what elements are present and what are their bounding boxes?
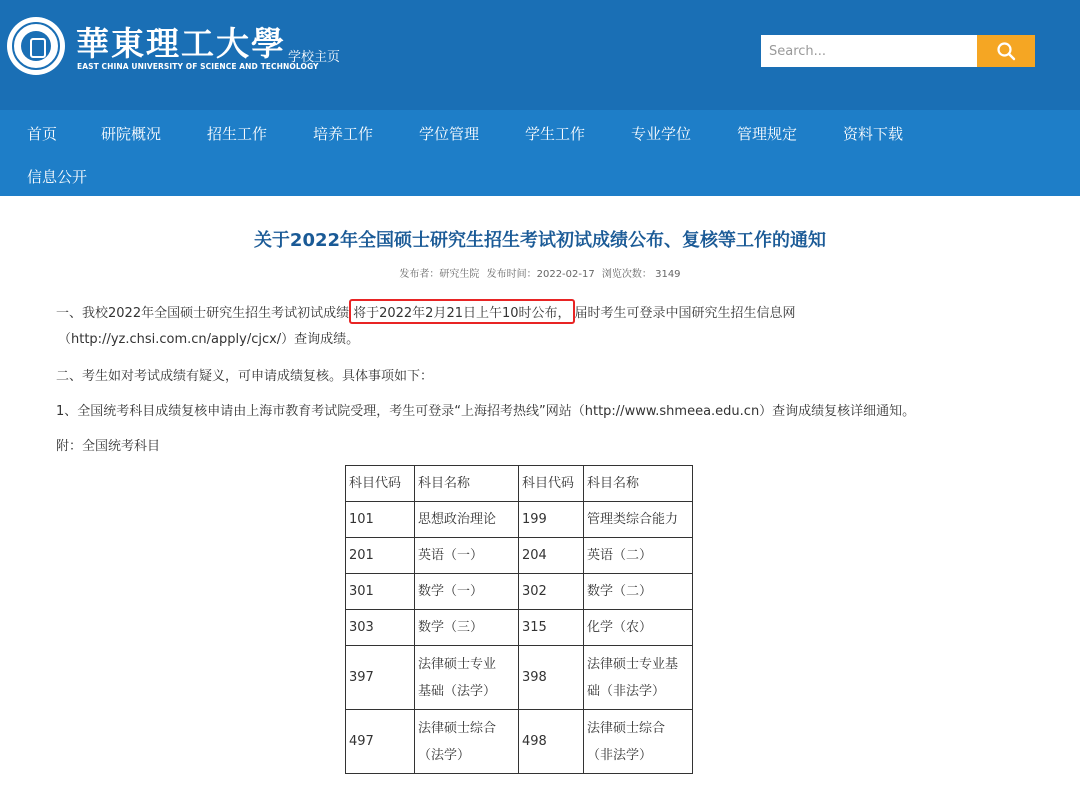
header-code: 科目代码: [346, 466, 415, 502]
search-icon: [996, 41, 1016, 61]
table-header-row: [346, 466, 693, 502]
subject-name-line: （法学）: [418, 747, 471, 763]
nav-item-regulations[interactable]: 管理规定: [737, 125, 798, 143]
paragraph-3: 1、全国统考科目成绩复核申请由上海市教育考试院受理，考生可登录“上海招考热线”网站（http://www.shmeea.edu.cn）查询成绩复核详细通知。: [56, 404, 916, 419]
nav-item-info-disclosure[interactable]: 信息公开: [27, 168, 88, 186]
nav-item-training[interactable]: 培养工作: [313, 125, 374, 143]
paragraph-1-end: 届时考生可登录中国研究生招生信息网: [574, 306, 796, 321]
logo-chinese-name[interactable]: 華東理工大學: [76, 24, 286, 63]
subject-name: 数学（三）: [415, 610, 519, 646]
subject-name-line: 基础（法学）: [418, 683, 497, 699]
subject-code: 303: [346, 610, 415, 646]
university-seal-logo[interactable]: [7, 17, 65, 75]
highlighted-release-date: 将于2022年2月21日上午10时公布，: [349, 299, 574, 324]
subject-name: 数学（一）: [415, 574, 519, 610]
subject-name: [584, 710, 693, 774]
subject-code: 199: [519, 502, 584, 538]
article-meta: [0, 265, 1080, 280]
subject-code: 204: [519, 538, 584, 574]
nav-item-professional[interactable]: 专业学位: [631, 125, 692, 143]
article-title: 关于2022年全国硕士研究生招生考试初试成绩公布、复核等工作的通知: [253, 230, 827, 251]
subject-code: 302: [519, 574, 584, 610]
paragraph-1-link-line[interactable]: （http://yz.chsi.com.cn/apply/cjcx/）查询成绩。: [58, 332, 360, 347]
subject-code: 315: [519, 610, 584, 646]
seal-emblem-icon: [21, 31, 51, 61]
search-button[interactable]: [977, 35, 1035, 67]
header-name: 科目名称: [415, 466, 519, 502]
table-row: [346, 710, 693, 774]
paragraph-attachment: 附：全国统考科目: [56, 439, 161, 454]
subject-name: 化学（农）: [584, 610, 693, 646]
nav-item-home[interactable]: 首页: [27, 125, 58, 143]
subject-code: 201: [346, 538, 415, 574]
subject-name: 英语（二）: [584, 538, 693, 574]
subject-name: 英语（一）: [415, 538, 519, 574]
subject-name-line: 法律硕士综合: [418, 720, 497, 736]
search-input[interactable]: [761, 35, 977, 67]
logo-english-name[interactable]: EAST CHINA UNIVERSITY OF SCIENCE AND TECHNOLOGY: [77, 62, 319, 71]
nav-item-degree[interactable]: 学位管理: [419, 125, 480, 143]
subject-name-line: 法律硕士专业基: [587, 656, 679, 672]
subject-code: 398: [519, 646, 584, 710]
seal-ring: [12, 22, 60, 70]
subject-name-line: 础（非法学）: [587, 683, 666, 699]
main-nav: [0, 110, 1080, 196]
subject-code: 301: [346, 574, 415, 610]
nav-item-students[interactable]: 学生工作: [525, 125, 586, 143]
subject-code: 397: [346, 646, 415, 710]
paragraph-2: 二、考生如对考试成绩有疑义，可申请成绩复核。具体事项如下：: [56, 369, 434, 384]
subject-code: 497: [346, 710, 415, 774]
subject-name-line: （非法学）: [587, 747, 653, 763]
site-header: [0, 0, 1080, 110]
school-home-link[interactable]: 学校主页: [288, 50, 341, 65]
subject-name: 思想政治理论: [415, 502, 519, 538]
header-code: 科目代码: [519, 466, 584, 502]
table-row: [346, 646, 693, 710]
paragraph-1: [56, 302, 796, 321]
meta-publish-time: 发布时间：2022-02-17: [486, 269, 595, 280]
subject-name: 数学（二）: [584, 574, 693, 610]
header-name: 科目名称: [584, 466, 693, 502]
subject-name: [584, 646, 693, 710]
nav-item-admissions[interactable]: 招生工作: [207, 125, 268, 143]
subject-name: [415, 710, 519, 774]
subject-name: 管理类综合能力: [584, 502, 693, 538]
table-row: [346, 502, 693, 538]
subject-code: 101: [346, 502, 415, 538]
table-row: [346, 538, 693, 574]
subjects-table: [345, 465, 693, 774]
subject-name: [415, 646, 519, 710]
subject-name-line: 法律硕士专业: [418, 656, 497, 672]
table-row: [346, 574, 693, 610]
table-row: [346, 610, 693, 646]
meta-publisher: 发布者：研究生院: [399, 269, 480, 280]
paragraph-1-start: 一、我校2022年全国硕士研究生招生考试初试成绩: [56, 306, 350, 321]
meta-view-count: 浏览次数： 3149: [601, 269, 681, 280]
subject-code: 498: [519, 710, 584, 774]
nav-item-overview[interactable]: 研院概况: [101, 125, 162, 143]
subject-name-line: 法律硕士综合: [587, 720, 666, 736]
nav-item-downloads[interactable]: 资料下载: [843, 125, 904, 143]
